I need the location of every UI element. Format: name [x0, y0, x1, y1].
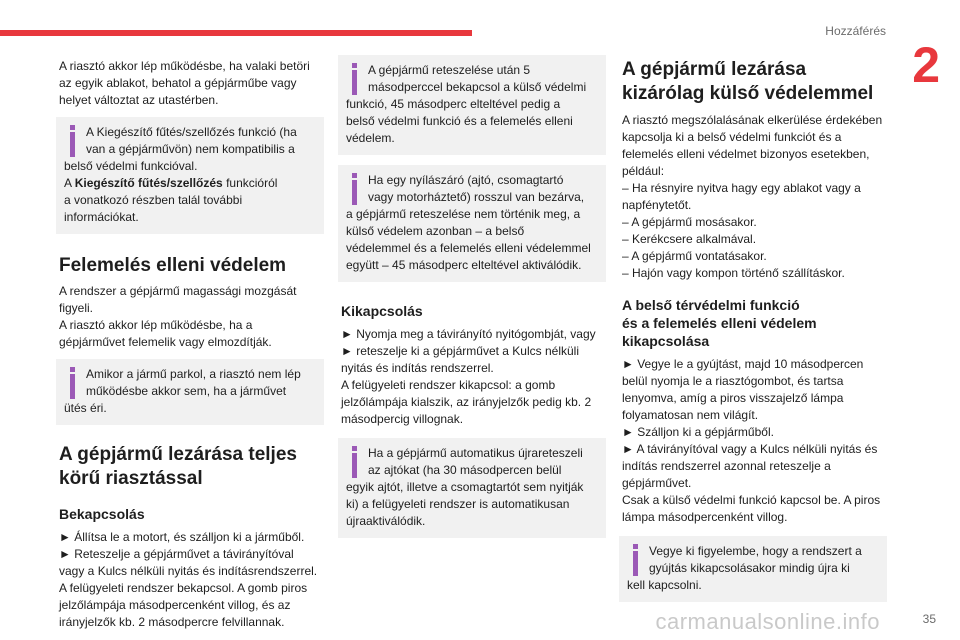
note-line: belső védelmi funkció és a felemelés elleni	[346, 114, 573, 128]
paragraph: A riasztó akkor lép működésbe, ha valaki betöri az egyik ablakot, behatol a gépjárműbe vagy helyet változtat az utastérben.	[59, 59, 310, 107]
dash-item: – Ha résnyire nyitva hagy egy ablakot vagy a napfénytetőt.	[622, 181, 861, 212]
step: ► reteszelje ki a gépjárművet a Kulcs nélküli nyitás és indítás rendszerrel.	[341, 344, 579, 375]
dash-item: – Kerékcsere alkalmával.	[622, 232, 757, 246]
note-line: A gépjármű reteszelése után 5	[368, 63, 531, 77]
note-line: kell kapcsolni.	[627, 578, 702, 592]
note-line: együtt – 45 másodperc elteltével aktiválódik.	[346, 258, 582, 272]
emphasis: Kiegészítő fűtés/szellőzés	[74, 176, 223, 190]
info-icon	[629, 544, 647, 576]
note-line: a gépjármű reteszelése nem történik meg, a	[346, 207, 581, 221]
paragraph: A felügyeleti rendszer bekapcsol. A gomb piros jelzőlámpája másodpercenként villog, és az irányjelzők kb. 2 másodpercre felvillannak.	[59, 581, 308, 629]
step: ► A távirányítóval vagy a Kulcs nélküli nyitás és indítás rendszerrel azonnal reteszelje a gépjárművet.	[622, 442, 878, 490]
column-1	[59, 58, 321, 631]
heading-exterior-only	[622, 58, 884, 106]
heading-full-alarm	[59, 443, 321, 491]
info-note	[338, 165, 606, 282]
heading-lift-protection: Felemelés elleni védelem	[59, 255, 287, 276]
page-number: 35	[922, 612, 936, 626]
note-line: külső védelem azonban – a belső	[346, 224, 525, 238]
step: ► Állítsa le a motort, és szálljon ki a járműből.	[59, 530, 305, 544]
paragraph: A felügyeleti rendszer kikapcsol: a gomb jelzőlámpája kialszik, az irányjelzők pedig kb. 2 másodpercig villognak.	[341, 378, 592, 426]
info-icon	[66, 367, 84, 399]
paragraph: Csak a külső védelmi funkció kapcsol be. A piros lámpa másodpercenként villog.	[622, 493, 881, 524]
paragraph: A rendszer a gépjármű magassági mozgását figyeli.	[59, 284, 297, 315]
note-line: működésbe akkor sem, ha a járművet	[86, 384, 287, 398]
heading-line: kikapcsolása	[622, 333, 710, 349]
paragraph: A riasztó megszólalásának elkerülése érdekében kapcsolja ki a belső védelmi funkciót és a felemelés elleni védelmet bizonyos esetekben, például:	[622, 113, 883, 178]
note-line: újraaktiválódik.	[346, 514, 426, 528]
info-icon	[348, 446, 366, 478]
step: ► Reteszelje a gépjárművet a távirányítóval vagy a Kulcs nélküli nyitás és indításrendszerrel.	[59, 547, 318, 578]
info-note	[338, 55, 606, 155]
note-line: az ajtókat (ha 30 másodpercen belül	[368, 463, 562, 477]
column-3	[622, 58, 884, 602]
heading-deactivation: Kikapcsolás	[341, 303, 423, 319]
info-note	[56, 117, 324, 234]
heading-line: és a felemelés elleni védelem	[622, 315, 817, 331]
note-line: A Kiegészítő fűtés/szellőzés funkcióról	[64, 176, 278, 190]
note-line: információkat.	[64, 210, 139, 224]
dash-item: – A gépjármű vontatásakor.	[622, 249, 767, 263]
step: ► Nyomja meg a távirányító nyitógombját, vagy	[341, 327, 596, 341]
dash-item: – Hajón vagy kompon történő szállításkor.	[622, 266, 845, 280]
note-line: ki) a felügyeleti rendszer is automatikusan	[346, 497, 570, 511]
note-line: Vegye ki figyelembe, hogy a rendszert a	[649, 544, 862, 558]
note-line: egyik ajtót, illetve a csomagtartót sem nyitják	[346, 480, 584, 494]
heading-activation: Bekapcsolás	[59, 506, 145, 522]
info-icon	[348, 63, 366, 95]
note-line: gyújtás kikapcsolásakor mindig újra ki	[649, 561, 850, 575]
dash-item: – A gépjármű mosásakor.	[622, 215, 757, 229]
heading-line: A gépjármű lezárása	[622, 59, 807, 80]
info-note	[338, 438, 606, 538]
note-line: belső védelmi funkcióval.	[64, 159, 198, 173]
note-line: Ha a gépjármű automatikus újrareteszeli	[368, 446, 583, 460]
section-title: Hozzáférés	[825, 24, 886, 38]
step: ► Szálljon ki a gépjárműből.	[622, 425, 774, 439]
heading-line: A belső térvédelmi funkció	[622, 297, 800, 313]
top-accent-bar	[0, 30, 472, 36]
note-line: másodperccel bekapcsol a külső védelmi	[368, 80, 587, 94]
note-line: ütés éri.	[64, 401, 107, 415]
note-line: védelem.	[346, 131, 395, 145]
watermark: carmanualsonline.info	[655, 609, 880, 634]
step: ► Vegye le a gyújtást, majd 10 másodpercen belül nyomja le a riasztógombot, és tartsa lenyomva, amíg a piros visszajelző lámpa folyamatosan nem világít.	[622, 357, 864, 422]
heading-interior-off	[622, 296, 884, 350]
note-line: védelemmel és a felemelés elleni védelemmel	[346, 241, 591, 255]
info-note	[619, 536, 887, 602]
info-icon	[348, 173, 366, 205]
heading-line: kizárólag külső védelemmel	[622, 83, 874, 104]
note-line: vagy motorháztető) rosszul van bezárva,	[368, 190, 585, 204]
info-icon	[66, 125, 84, 157]
heading-line: körű riasztással	[59, 468, 203, 489]
note-line: a vonatkozó részben talál további	[64, 193, 243, 207]
paragraph: A riasztó akkor lép működésbe, ha a gépjárművet felemelik vagy elmozdítják.	[59, 318, 272, 349]
note-line: funkció, 45 másodperc elteltével pedig a	[346, 97, 561, 111]
note-line: van a gépjárművön) nem kompatibilis a	[86, 142, 295, 156]
note-line: Amikor a jármű parkol, a riasztó nem lép	[86, 367, 301, 381]
chapter-number: 2	[912, 37, 940, 93]
note-line: A Kiegészítő fűtés/szellőzés funkció (ha	[86, 125, 297, 139]
column-2	[341, 55, 603, 538]
note-line: Ha egy nyílászáró (ajtó, csomagtartó	[368, 173, 564, 187]
heading-line: A gépjármű lezárása teljes	[59, 444, 297, 465]
info-note	[56, 359, 324, 425]
